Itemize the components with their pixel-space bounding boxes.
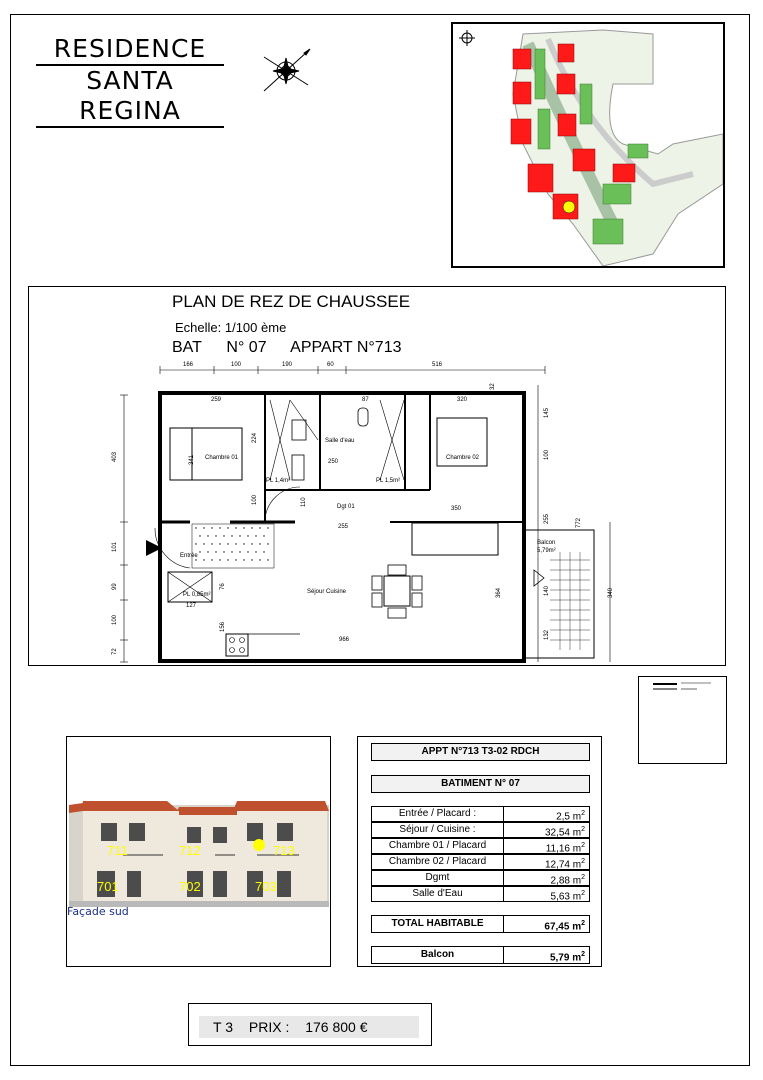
residence-title [36, 34, 224, 125]
plan-title: PLAN DE REZ DE CHAUSSEE [172, 292, 411, 311]
dim-right-7: 364 [496, 587, 502, 598]
placard-1: PL 1,4m² [266, 478, 291, 484]
unit-711: 711 [107, 843, 128, 858]
dim-left-5: 72 [112, 648, 118, 655]
plan-legend [638, 676, 727, 764]
dim-inner-11: 341 [189, 454, 195, 465]
dim-left-2: 101 [112, 541, 118, 552]
unit-702: 702 [179, 879, 201, 894]
dim-inner-2: 87 [362, 397, 369, 403]
unit-703: 703 [255, 879, 277, 894]
dim-inner-12: 100 [252, 494, 258, 505]
compass-rose-icon [258, 44, 314, 98]
room-chambre-01: Chambre 01 [205, 455, 239, 461]
placard-2: PL 1,5m² [376, 478, 401, 484]
dim-right-5: 140 [544, 585, 550, 596]
dim-inner-6: 255 [338, 524, 349, 530]
balcon-row: Balcon 5,79 $m^2$ [371, 946, 590, 964]
dim-left-4: 100 [112, 614, 118, 625]
dim-right-3: 255 [544, 513, 550, 524]
dim-top-3: 190 [282, 362, 293, 368]
price-value: 176 800 € [305, 1019, 368, 1035]
area-header-batiment: BATIMENT N° 07 [371, 775, 590, 793]
dim-inner-9: 966 [339, 637, 350, 643]
area-table [357, 736, 602, 967]
site-map [451, 22, 725, 268]
floor-plan [100, 356, 620, 664]
plan-scale: Echelle: 1/100 ème [175, 320, 287, 335]
table-row: Salle d'Eau 5,63 $m^2$ [371, 886, 590, 902]
room-chambre-02: Chambre 02 [446, 455, 480, 461]
dim-inner-3: 320 [457, 397, 468, 403]
unit-701: 701 [97, 879, 119, 894]
apartment-type: T 3 [213, 1019, 233, 1035]
area-header-appt: APPT N°713 T3-02 RDCH [371, 743, 590, 761]
price-label: PRIX : [248, 1019, 290, 1035]
dim-top-5: 516 [432, 362, 443, 368]
dim-right-2: 100 [544, 449, 550, 460]
appart-number: APPART N°713 [290, 339, 402, 356]
title-line-2: SANTA REGINA [36, 66, 224, 128]
dim-inner-10: 224 [252, 432, 258, 443]
dim-left-1: 403 [112, 451, 118, 462]
table-row: Chambre 02 / Placard 12,74 $m^2$ [371, 854, 590, 870]
dim-right-4: 772 [576, 517, 582, 528]
price-line [199, 1016, 419, 1038]
dim-top-2: 100 [231, 362, 242, 368]
room-salle-eau: Salle d'eau [325, 438, 355, 444]
table-row: Dgmt 2,88 $m^2$ [371, 870, 590, 886]
unit-712: 712 [179, 843, 201, 858]
dim-inner-5: 110 [301, 497, 307, 507]
room-balcon: Balcon [537, 540, 556, 546]
room-sejour: Séjour Cuisine [307, 589, 347, 595]
dim-inner-7: 350 [451, 506, 462, 512]
dim-right-6: 340 [608, 587, 614, 598]
facade-caption: Façade sud [67, 905, 129, 918]
dim-inner-14: 156 [220, 621, 226, 632]
dim-inner-4: 250 [328, 459, 339, 465]
plan-building [172, 339, 422, 357]
table-row: Séjour / Cuisine : 32,54 $m^2$ [371, 822, 590, 838]
unit-713: 713 [273, 843, 295, 858]
dim-right-8: 132 [544, 629, 550, 640]
bat-number: N° 07 [226, 339, 267, 356]
bat-label: BAT [172, 339, 202, 356]
room-dgt: Dgt 01 [337, 504, 355, 510]
room-entree: Entrée [180, 553, 198, 559]
placard-3: PL 0,85m² [183, 592, 211, 598]
dim-inner-1: 259 [211, 397, 222, 403]
facade-image [66, 736, 331, 967]
dim-right-9: 32 [490, 383, 496, 390]
total-row: TOTAL HABITABLE 67,45 $m^2$ [371, 915, 590, 933]
dim-top-4: 60 [327, 362, 334, 368]
table-row: Chambre 01 / Placard 11,16 $m^2$ [371, 838, 590, 854]
room-balcon-area: 5,79m² [537, 548, 556, 554]
dim-right-1: 145 [544, 407, 550, 418]
dim-inner-8: 127 [186, 603, 197, 609]
price-box [188, 1003, 432, 1046]
dim-top-1: 166 [183, 362, 194, 368]
title-line-1: RESIDENCE [36, 34, 224, 66]
dim-left-3: 99 [112, 583, 118, 590]
table-row: Entrée / Placard : 2,5 $m^2$ [371, 806, 590, 822]
dim-inner-13: 76 [220, 583, 226, 590]
